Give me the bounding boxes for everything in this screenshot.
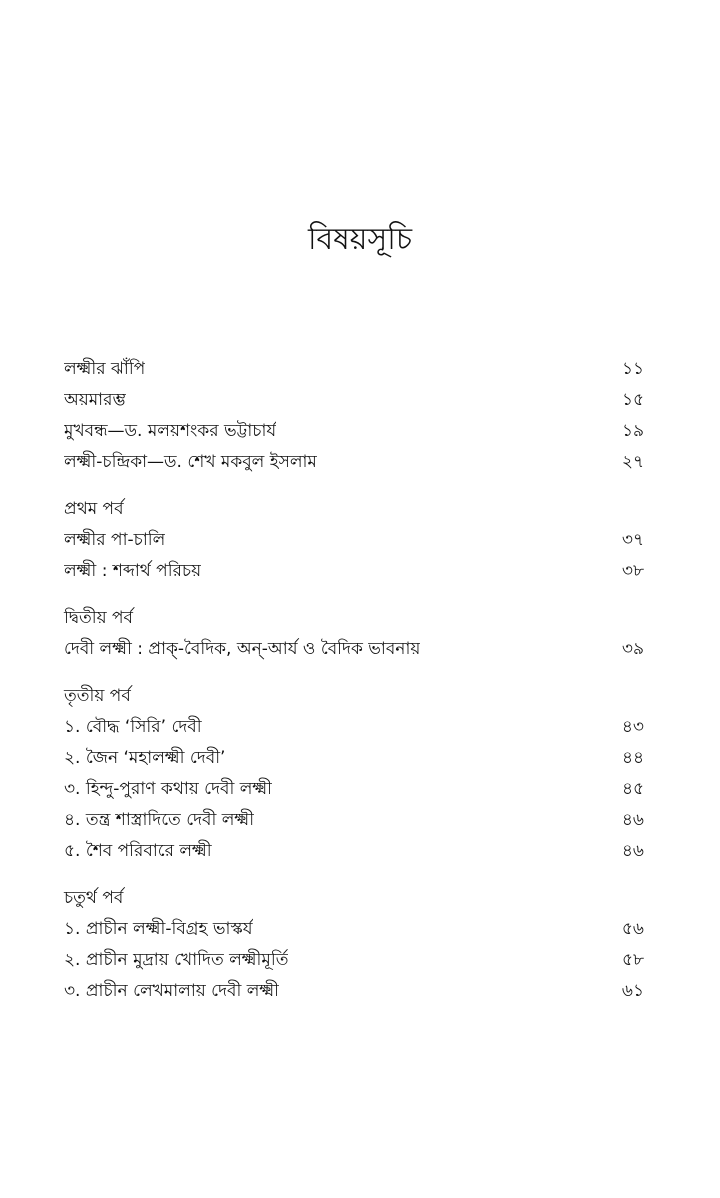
toc-entry-label: ১. প্রাচীন লক্ষ্মী-বিগ্রহ ভাস্কর্য: [64, 919, 253, 939]
part-heading: প্রথম পর্ব: [64, 499, 124, 519]
toc-entry[interactable]: [64, 525, 644, 556]
part-heading: দ্বিতীয় পর্ব: [64, 608, 134, 628]
part-1-section: [64, 494, 644, 587]
toc-entry-page: ৫৮: [621, 950, 644, 970]
toc-entry-label: লক্ষ্মী : শব্দার্থ পরিচয়: [64, 561, 202, 581]
toc-entry-page: ১৯: [621, 421, 644, 441]
toc-entry-page: ২৭: [621, 452, 644, 472]
toc-entry-page: ১১: [621, 359, 644, 379]
toc-entry-label: ২. প্রাচীন মুদ্রায় খোদিত লক্ষ্মীমূর্তি: [64, 950, 289, 970]
toc-entry-page: ৪৬: [621, 841, 644, 861]
toc-entry[interactable]: [64, 712, 644, 743]
toc-entry-label: লক্ষ্মী-চন্দ্রিকা—ড. শেখ মকবুল ইসলাম: [64, 452, 317, 472]
part-heading: চতুর্থ পর্ব: [64, 888, 124, 908]
toc-entry[interactable]: [64, 385, 644, 416]
toc-entry-label: ২. জৈন ‘মহালক্ষ্মী দেবী’: [64, 748, 226, 768]
toc-entry-page: ৩৮: [621, 561, 644, 581]
toc-entry[interactable]: [64, 354, 644, 385]
toc-entry[interactable]: [64, 914, 644, 945]
toc-entry-page: ৪৬: [621, 810, 644, 830]
front-matter-section: [64, 354, 644, 478]
toc-entry-page: ৪৪: [621, 748, 644, 768]
toc-entry-label: অয়মারম্ভ: [64, 390, 126, 410]
toc-entry-label: লক্ষ্মীর পা-চালি: [64, 530, 166, 550]
toc-entry-label: মুখবন্ধ—ড. মলয়শংকর ভট্টাচার্য: [64, 421, 277, 441]
part-heading: তৃতীয় পর্ব: [64, 686, 131, 706]
toc-entry-page: ৪৩: [621, 717, 644, 737]
toc-entry-label: ৫. শৈব পরিবারে লক্ষ্মী: [64, 841, 212, 861]
table-of-contents: [64, 354, 644, 1023]
toc-entry[interactable]: [64, 805, 644, 836]
toc-entry[interactable]: [64, 945, 644, 976]
toc-entry-page: ৩৯: [621, 639, 644, 659]
toc-entry[interactable]: [64, 556, 644, 587]
toc-entry[interactable]: [64, 774, 644, 805]
toc-entry[interactable]: [64, 447, 644, 478]
part-4-section: [64, 883, 644, 1007]
toc-entry[interactable]: [64, 836, 644, 867]
toc-entry-page: ৩৭: [621, 530, 644, 550]
toc-entry[interactable]: [64, 634, 644, 665]
toc-entry-label: ১. বৌদ্ধ ‘সিরি’ দেবী: [64, 717, 202, 737]
toc-entry[interactable]: [64, 416, 644, 447]
toc-entry-page: ৫৬: [621, 919, 644, 939]
page-title: বিষয়সূচি: [307, 222, 413, 257]
part-3-section: [64, 681, 644, 867]
toc-entry[interactable]: [64, 743, 644, 774]
toc-entry-label: ৩. হিন্দু-পুরাণ কথায় দেবী লক্ষ্মী: [64, 779, 273, 799]
toc-entry-label: ৪. তন্ত্র শাস্ত্রাদিতে দেবী লক্ষ্মী: [64, 810, 255, 830]
toc-entry-label: ৩. প্রাচীন লেখমালায় দেবী লক্ষ্মী: [64, 981, 280, 1001]
toc-entry-label: দেবী লক্ষ্মী : প্রাক্-বৈদিক, অন্-আর্য ও বৈদিক ভাবনায়: [64, 639, 421, 659]
toc-entry-page: ৬১: [621, 981, 644, 1001]
toc-entry-page: ১৫: [621, 390, 644, 410]
toc-entry-page: ৪৫: [621, 779, 644, 799]
part-2-section: [64, 603, 644, 665]
toc-entry-label: লক্ষ্মীর ঝাঁপি: [64, 359, 146, 379]
toc-entry[interactable]: [64, 976, 644, 1007]
